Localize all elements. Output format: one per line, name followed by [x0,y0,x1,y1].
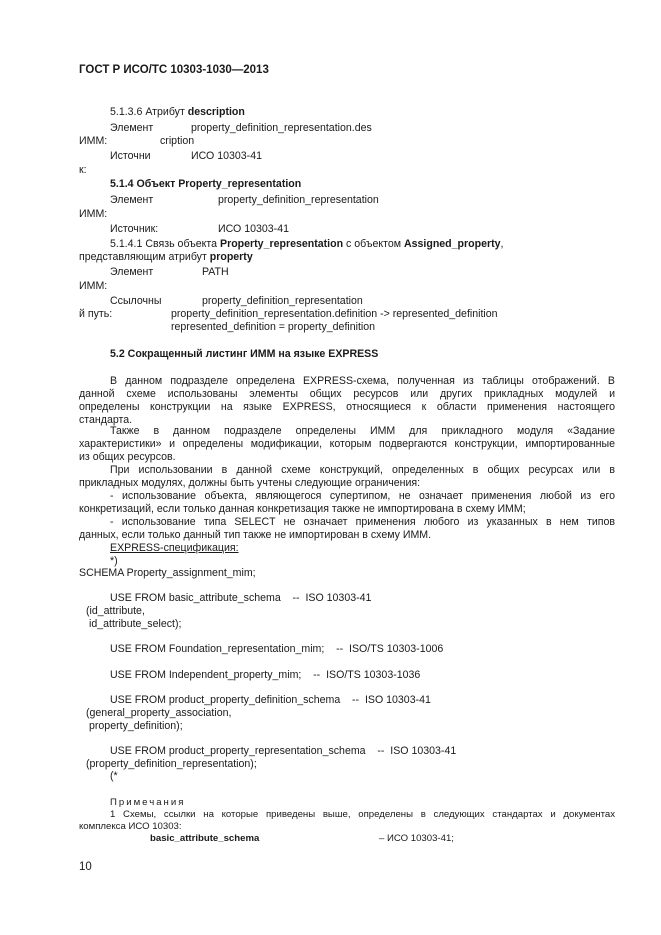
section-title-text: 5.1.3.6 Атрибут [110,106,188,118]
code-line: (general_property_association, [86,707,232,719]
bullet-line: данных, если только данный тип также не импортирован в схему ИММ. [79,529,432,541]
label-ref-path: Ссылочны [110,295,162,307]
attribute-name: description [187,106,245,118]
label-element: Элемент [110,122,154,134]
paragraph-line: данной схеме использованы элементы общих ресурсов или других прикладных модулей и [79,388,615,400]
paragraph-line: стандарта. [79,414,133,426]
paragraph-line: характеристики» и определены модификации, которым подвергаются конструкции, импортированные [79,438,615,450]
code-line: USE FROM product_property_representation_schema -- ISO 10303-41 [110,745,457,757]
label-element-cont: ИММ: [79,208,108,220]
bullet-line: конкретизаций, если только данная конкретизация также не импортирована в схему ИММ; [79,503,526,515]
title-part: 5.1.4.1 Связь объекта [110,238,220,250]
code-line: USE FROM Independent_property_mim; -- ISO/TS 10303-1036 [110,669,421,681]
paragraph-line: из общих ресурсов. [79,451,176,463]
value-element: property_definition_representation.des [191,122,372,134]
paragraph-line: В данном подразделе определена EXPRESS-схема, полученная из таблицы отображений. В [110,375,615,387]
title-part: представляющим атрибут [79,251,210,263]
code-line: *) [110,555,118,567]
bullet-line: - использование типа SELECT не означает применения любого из указанных в нем типов [110,516,615,528]
value-element: PATH [202,266,229,278]
section-title-5141-cont [79,251,253,264]
label-element-cont: ИММ: [79,280,108,292]
note-line: комплекса ИСО 10303: [79,821,182,832]
title-part: с объектом [343,238,404,250]
value-source: ИСО 10303-41 [218,223,289,235]
code-line: USE FROM product_property_definition_schema -- ISO 10303-41 [110,694,431,706]
document-header: ГОСТ Р ИСО/ТС 10303-1030—2013 [79,64,269,76]
note-line: 1 Схемы, ссылки на которые приведены выше, определены в следующих стандартах и документах [110,809,615,820]
label-element: Элемент [110,194,154,206]
entity-name: Assigned_property [403,238,501,250]
section-title-5141 [110,238,503,251]
attribute-name: property [209,251,253,263]
label-element-cont: ИММ: [79,135,108,147]
code-line: id_attribute_select); [89,618,182,630]
label-element: Элемент [110,266,154,278]
note-schema-name: basic_attribute_schema [150,833,260,844]
value-source: ИСО 10303-41 [191,150,262,162]
value-ref-path: property_definition_representation [202,295,363,307]
code-line: (id_attribute, [86,605,145,617]
section-title-52: 5.2 Сокращенный листинг ИММ на языке EXPRESS [110,348,379,360]
paragraph-line: При использовании в данной схеме конструкций, определенных в общих ресурсах или в [110,464,615,476]
section-title-5136 [110,106,245,119]
express-spec-label: EXPRESS-спецификация: [110,542,239,554]
label-source-cont: к: [79,164,87,176]
code-line: (property_definition_representation); [86,758,257,770]
paragraph-line: Также в данном подразделе определены ИММ для прикладного модуля «Задание [110,425,615,437]
code-line: USE FROM Foundation_representation_mim; -- ISO/TS 10303-1006 [110,643,444,655]
bullet-line: - использование объекта, являющегося супертипом, не означает применения любой из его [110,490,615,502]
notes-title: Примечания [110,797,186,808]
page-number: 10 [79,861,92,873]
value-ref-path-3: represented_definition = property_definition [171,321,376,333]
code-line: property_definition); [89,720,183,732]
paragraph-line: прикладных модулях, должны быть учтены следующие ограничения: [79,477,421,489]
code-line: USE FROM basic_attribute_schema -- ISO 10303-41 [110,592,372,604]
label-ref-path-cont: й путь: [79,308,113,320]
label-source: Источни [110,150,151,162]
value-ref-path-2: property_definition_representation.definition -> represented_definition [171,308,498,320]
note-schema-ref: – ИСО 10303-41; [379,833,454,844]
code-line: (* [110,770,118,782]
paragraph-line: определены конструкции на языке EXPRESS, относящиеся к области применения настоящего [79,401,615,413]
entity-name: Property_representation [220,238,344,250]
value-element-cont: cription [160,135,195,147]
title-part: , [500,238,504,250]
section-title-514: 5.1.4 Объект Property_representation [110,178,302,190]
code-line: SCHEMA Property_assignment_mim; [79,567,256,579]
value-element: property_definition_representation [218,194,379,206]
label-source: Источник: [110,223,159,235]
